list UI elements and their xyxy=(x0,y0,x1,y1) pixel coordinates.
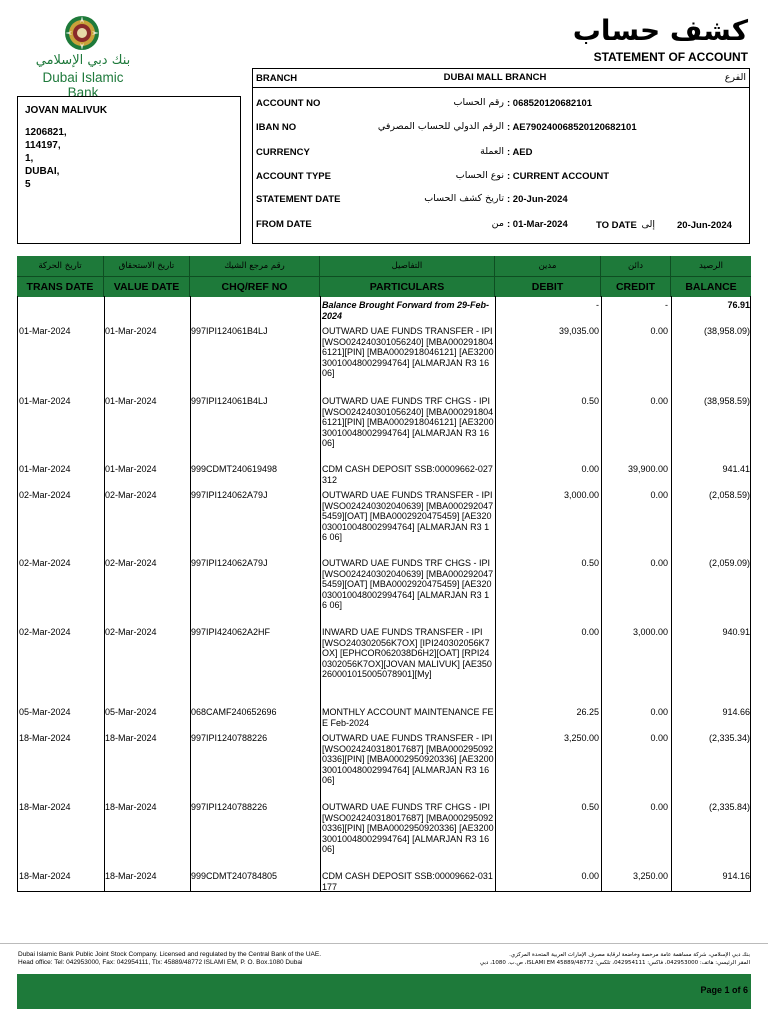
statement-date-label: STATEMENT DATE xyxy=(256,194,341,205)
column-header-trans-date: TRANS DATE xyxy=(17,277,104,297)
trans-date: 01-Mar-2024 xyxy=(19,464,71,474)
balance: (38,958.09) xyxy=(703,326,750,336)
account-type-label: ACCOUNT TYPE xyxy=(256,171,331,182)
to-date-label-arabic: إلى xyxy=(641,219,655,230)
balance: (2,335.84) xyxy=(708,802,750,812)
column-header-arabic: تاريخ الحركة xyxy=(17,256,104,276)
debit: 0.00 xyxy=(581,464,599,474)
particulars: OUTWARD UAE FUNDS TRF CHGS - IPI [WSO024240318017687] [MBA0002950920336][PIN] [MBA0002950920336] [AE320030010048002994764] [ALMARJAN R3 16 06] xyxy=(322,802,494,854)
from-date-label-arabic: من xyxy=(491,218,504,229)
footer-bar xyxy=(17,974,751,1009)
address-line: DUBAI, xyxy=(25,166,60,177)
from-date-value: : 01-Mar-2024 xyxy=(507,219,568,230)
credit: 0.00 xyxy=(650,802,668,812)
ref-no: 997IPI124061B4LJ xyxy=(191,396,268,406)
opening-balance: 76.91 xyxy=(727,300,750,310)
column-header-arabic: دائن xyxy=(601,256,671,276)
account-no-label-arabic: رقم الحساب xyxy=(453,97,504,108)
value-date: 18-Mar-2024 xyxy=(105,733,157,743)
credit: 0.00 xyxy=(650,558,668,568)
account-type-label-arabic: نوع الحساب xyxy=(455,170,504,181)
balance: 941.41 xyxy=(722,464,750,474)
trans-date: 02-Mar-2024 xyxy=(19,627,71,637)
debit: 0.50 xyxy=(581,802,599,812)
particulars: OUTWARD UAE FUNDS TRANSFER - IPI [WSO024240301056240] [MBA0002918046121][PIN] [MBA0002918046121] [AE320030010048002994764] [ALMARJAN R3 16 06] xyxy=(322,326,494,378)
debit: 26.25 xyxy=(576,707,599,717)
column-header-debit: DEBIT xyxy=(495,277,601,297)
ref-no: 997IPI424062A2HF xyxy=(191,627,271,637)
iban-value: : AE790240068520120682101 xyxy=(507,122,637,133)
balance: (2,058.59) xyxy=(708,490,750,500)
bank-name-arabic: بنك دبي الإسلامي xyxy=(35,53,131,68)
credit: 0.00 xyxy=(650,707,668,717)
value-date: 18-Mar-2024 xyxy=(105,871,157,881)
column-header-arabic: تاريخ الاستحقاق xyxy=(104,256,190,276)
particulars: OUTWARD UAE FUNDS TRF CHGS - IPI [WSO024240302040639] [MBA0002920475459][OAT] [MBA0002920475459] [AE320030010048002994764] [ALMARJAN R3 16 06] xyxy=(322,558,494,610)
column-divider xyxy=(495,296,496,891)
particulars: OUTWARD UAE FUNDS TRANSFER - IPI [WSO024240318017687] [MBA0002950920336][PIN] [MBA0002950920336] [AE320030010048002994764] [ALMARJAN R3 16 06] xyxy=(322,733,494,785)
credit: 0.00 xyxy=(650,490,668,500)
to-date-value: 20-Jun-2024 xyxy=(677,220,732,231)
debit: 3,250.00 xyxy=(563,733,599,743)
particulars: CDM CASH DEPOSIT SSB:00009662-031177 xyxy=(322,871,493,892)
column-header-ref: CHQ/REF NO xyxy=(190,277,320,297)
table-header xyxy=(17,276,751,297)
opening-debit: - xyxy=(596,300,599,310)
balance: (2,335.34) xyxy=(708,733,750,743)
statement-date-value: : 20-Jun-2024 xyxy=(507,194,568,205)
column-header-arabic: الرصيد xyxy=(699,261,723,271)
value-date: 01-Mar-2024 xyxy=(105,464,157,474)
trans-date: 18-Mar-2024 xyxy=(19,733,71,743)
value-date: 18-Mar-2024 xyxy=(105,802,157,812)
ref-no: 999CDMT240619498 xyxy=(191,464,278,474)
value-date: 02-Mar-2024 xyxy=(105,490,157,500)
trans-date: 05-Mar-2024 xyxy=(19,707,71,717)
particulars: INWARD UAE FUNDS TRANSFER - IPI [WSO240302056K7OX] [IPI240302056K7OX] [EPHCOR062038D6H2][OAT] [RPI240302056K7OX][JOVAN MALIVUK] [AE350260001015005078901][My] xyxy=(322,627,492,679)
address-line: 5 xyxy=(25,179,31,190)
column-header-particulars: PARTICULARS xyxy=(320,277,495,297)
debit: 0.50 xyxy=(581,558,599,568)
statement-title: STATEMENT OF ACCOUNT xyxy=(593,50,748,64)
balance: 914.16 xyxy=(722,871,750,881)
ref-no: 999CDMT240784805 xyxy=(191,871,278,881)
opening-credit: - xyxy=(665,300,668,310)
ref-no: 997IPI1240788226 xyxy=(191,733,268,743)
value-date: 02-Mar-2024 xyxy=(105,558,157,568)
trans-date: 01-Mar-2024 xyxy=(19,396,71,406)
value-date: 01-Mar-2024 xyxy=(105,326,157,336)
value-date: 02-Mar-2024 xyxy=(105,627,157,637)
currency-value: : AED xyxy=(507,147,533,158)
particulars: MONTHLY ACCOUNT MAINTENANCE FEE Feb-2024 xyxy=(322,707,494,728)
account-no-value: : 068520120682101 xyxy=(507,98,593,109)
iban-label: IBAN NO xyxy=(256,122,297,133)
trans-date: 01-Mar-2024 xyxy=(19,326,71,336)
page-number: Page 1 of 6 xyxy=(700,985,748,995)
opening-particulars: Balance Brought Forward from 29-Feb-2024 xyxy=(322,300,490,321)
customer-address-box xyxy=(17,96,241,244)
credit: 0.00 xyxy=(650,733,668,743)
trans-date: 18-Mar-2024 xyxy=(19,802,71,812)
ref-no: 997IPI124062A79J xyxy=(191,490,268,500)
balance: (2,059.09) xyxy=(708,558,750,568)
footer-line-arabic: المقر الرئيسي: هاتف: 042953000، فاكس: 042954111، تلكس: 45889/48772 ISLAMI EM، ص.ب. 1080، دبي xyxy=(479,960,750,966)
trans-date: 02-Mar-2024 xyxy=(19,558,71,568)
particulars: OUTWARD UAE FUNDS TRANSFER - IPI [WSO024240302040639] [MBA0002920475459][OAT] [MBA0002920475459] [AE320030010048002994764] [ALMARJAN R3 16 06] xyxy=(322,490,494,542)
column-header-arabic: مدين xyxy=(495,256,601,276)
footer-divider xyxy=(0,943,768,944)
column-header-arabic: التفاصيل xyxy=(320,256,495,276)
debit: 3,000.00 xyxy=(563,490,599,500)
column-divider xyxy=(320,296,321,891)
footer-line: Head office: Tel: 042953000, Fax: 042954111, Tlx: 45889/48772 ISLAMI EM, P. O. Box.1080 Dubai xyxy=(18,959,303,966)
ref-no: 997IPI124062A79J xyxy=(191,558,268,568)
footer-line-arabic: بنك دبي الإسلامي، شركة مساهمة عامة مرخصة وخاضعة لرقابة مصرف الإمارات العربية المتحدة المركزي. xyxy=(509,952,750,958)
credit: 0.00 xyxy=(650,396,668,406)
footer-legal-arabic xyxy=(390,951,750,967)
debit: 39,035.00 xyxy=(558,326,599,336)
trans-date: 18-Mar-2024 xyxy=(19,871,71,881)
debit: 0.00 xyxy=(581,627,599,637)
from-date-label: FROM DATE xyxy=(256,219,312,230)
account-type-value: : CURRENT ACCOUNT xyxy=(507,171,610,182)
table-header-arabic xyxy=(17,256,751,276)
branch-value: DUBAI MALL BRANCH xyxy=(443,72,547,83)
ref-no: 997IPI1240788226 xyxy=(191,802,268,812)
value-date: 01-Mar-2024 xyxy=(105,396,157,406)
particulars: CDM CASH DEPOSIT SSB:00009662-027312 xyxy=(322,464,493,485)
credit: 39,900.00 xyxy=(627,464,668,474)
statement-date-label-arabic: تاريخ كشف الحساب xyxy=(424,193,504,204)
credit: 3,000.00 xyxy=(632,627,668,637)
credit: 3,250.00 xyxy=(632,871,668,881)
credit: 0.00 xyxy=(650,326,668,336)
balance: 940.91 xyxy=(722,627,750,637)
debit: 0.50 xyxy=(581,396,599,406)
balance: 914.66 xyxy=(722,707,750,717)
footer-line: Dubai Islamic Bank Public Joint Stock Company. Licensed and regulated by the Central Bank of the UAE. xyxy=(18,951,322,958)
ref-no: 997IPI124061B4LJ xyxy=(191,326,268,336)
branch-label: BRANCH xyxy=(256,73,298,84)
account-no-label: ACCOUNT NO xyxy=(256,98,321,109)
address-line: 1, xyxy=(25,153,34,164)
address-line: 114197, xyxy=(25,140,61,151)
column-header-balance: BALANCE xyxy=(685,281,737,293)
iban-label-arabic: الرقم الدولي للحساب المصرفي xyxy=(377,121,504,132)
footer-legal-english xyxy=(18,951,398,967)
statement-title-arabic: كشف حساب xyxy=(572,14,748,47)
value-date: 05-Mar-2024 xyxy=(105,707,157,717)
column-header-credit: CREDIT xyxy=(601,277,671,297)
column-header-value-date: VALUE DATE xyxy=(104,277,190,297)
column-header-arabic: رقم مرجع الشيك xyxy=(190,256,320,276)
bank-emblem-icon xyxy=(64,15,100,51)
currency-label: CURRENCY xyxy=(256,147,310,158)
balance: (38,958.59) xyxy=(703,396,750,406)
trans-date: 02-Mar-2024 xyxy=(19,490,71,500)
to-date-label: TO DATE xyxy=(596,220,637,231)
bank-name-english: Dubai Islamic Bank xyxy=(42,70,124,100)
customer-name: JOVAN MALIVUK xyxy=(25,105,108,116)
branch-label-arabic: الفرع xyxy=(724,72,746,83)
ref-no: 068CAMF240652696 xyxy=(191,707,277,717)
address-line: 1206821, xyxy=(25,127,67,138)
currency-label-arabic: العملة xyxy=(480,146,504,157)
particulars: OUTWARD UAE FUNDS TRF CHGS - IPI [WSO024240301056240] [MBA0002918046121][PIN] [MBA0002918046121] [AE320030010048002994764] [ALMARJAN R3 16 06] xyxy=(322,396,494,448)
debit: 0.00 xyxy=(581,871,599,881)
